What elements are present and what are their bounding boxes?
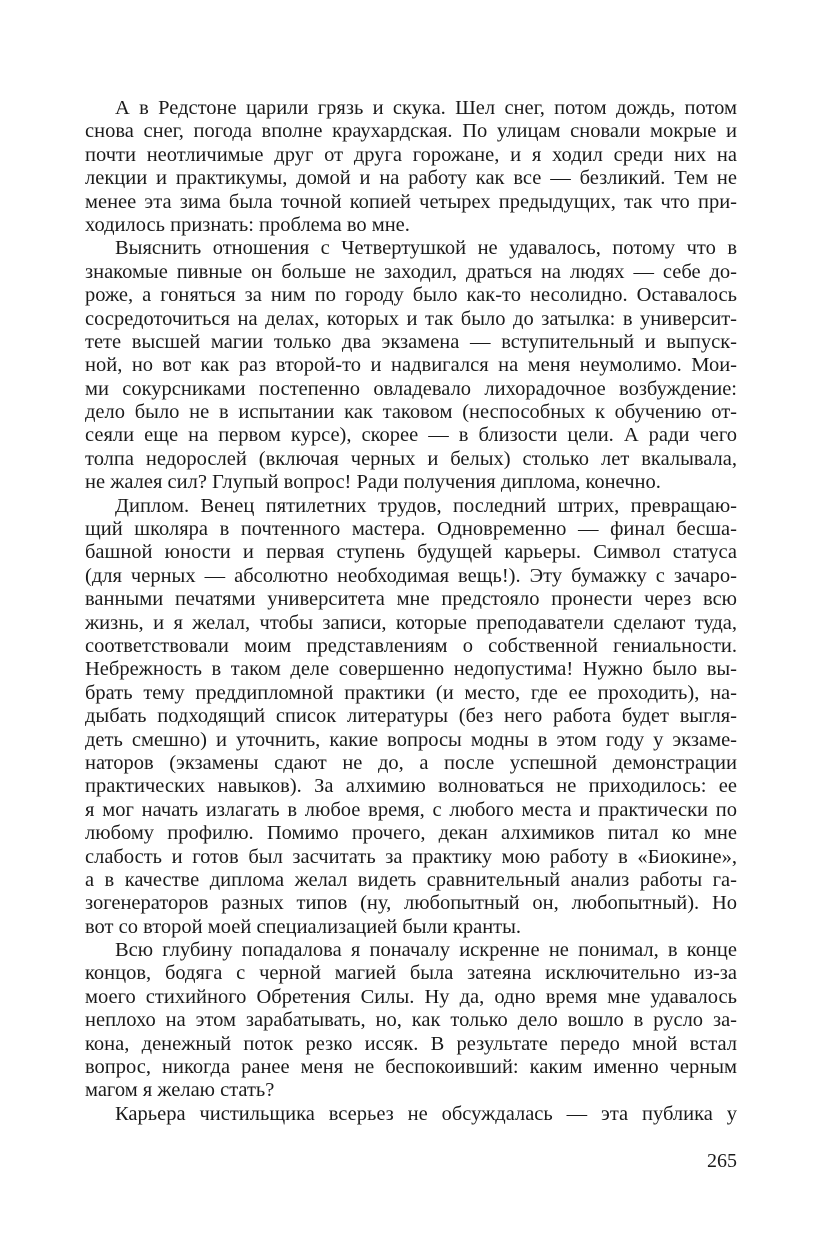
text-line: лекции и практикумы, домой и на работу как все — безликий. Тем не <box>85 167 737 190</box>
page-body <box>85 97 737 1126</box>
text-line: ми сокурсниками постепенно овладевало лихорадочное возбуждение: <box>85 377 737 400</box>
text-line: башной юности и первая ступень будущей карьеры. Символ статуса <box>85 541 737 564</box>
text-line: Выяснить отношения с Четвертушкой не удавалось, потому что в <box>115 237 737 260</box>
text-line: сосредоточиться на делах, которых и так было до затылка: в университ- <box>85 307 737 330</box>
text-line: деть смешно) и уточнить, какие вопросы модны в этом году у экзаме- <box>85 728 737 751</box>
text-line: соответствовали моим представлениям о собственной гениальности. <box>85 634 737 657</box>
text-line: слабость и готов был засчитать за практику мою работу в «Биокине», <box>85 845 737 868</box>
text-line: щий школяра в почтенного мастера. Одновременно — финал бесша- <box>85 518 737 541</box>
text-line: жизнь, и я желал, чтобы записи, которые преподаватели сделают туда, <box>85 611 737 634</box>
text-line: зогенераторов разных типов (ну, любопытный он, любопытный). Но <box>85 892 737 915</box>
text-line: сеяли еще на первом курсе), скорее — в близости цели. А ради чего <box>85 424 737 447</box>
text-line: ходилось признать: проблема во мне. <box>85 213 410 236</box>
text-line: моего стихийного Обретения Силы. Ну да, одно время мне удавалось <box>85 985 737 1008</box>
text-line: роже, а гоняться за ним по городу было как-то несолидно. Оставалось <box>85 284 737 307</box>
text-line: ной, но вот как раз второй-то и надвигался на меня неумолимо. Мои- <box>85 354 737 377</box>
text-line: вопрос, никогда ранее меня не беспокоивший: каким именно черным <box>85 1056 737 1079</box>
page-number: 265 <box>707 1150 737 1172</box>
text-line: почти неотличимые друг от друга горожане, и я ходил среди них на <box>85 143 737 166</box>
text-line: а в качестве диплома желал видеть сравнительный анализ работы га- <box>85 868 737 891</box>
text-line: Карьера чистильщика всерьез не обсуждалась — эта публика у <box>115 1102 737 1125</box>
text-line: менее эта зима была точной копией четырех предыдущих, так что при- <box>85 190 737 213</box>
text-line: любому профилю. Помимо прочего, декан алхимиков питал ко мне <box>85 822 737 845</box>
text-line: магом я желаю стать? <box>85 1079 275 1102</box>
text-line: вот со второй моей специализацией были кранты. <box>85 915 522 938</box>
text-line: толпа недорослей (включая черных и белых) столько лет вкалывала, <box>85 447 737 470</box>
text-line: Диплом. Венец пятилетних трудов, последний штрих, превращаю- <box>115 494 737 517</box>
text-line: тете высшей магии только два экзамена — вступительный и выпуск- <box>85 330 737 353</box>
text-line: брать тему преддипломной практики (и место, где ее проходить), на- <box>85 681 737 704</box>
text-line: неплохо на этом зарабатывать, но, как только дело вошло в русло за- <box>85 1009 737 1032</box>
text-line: не жалея сил? Глупый вопрос! Ради получения диплома, конечно. <box>85 471 661 494</box>
text-line: снова снег, погода вполне краухардская. По улицам сновали мокрые и <box>85 120 737 143</box>
text-line: кона, денежный поток резко иссяк. В результате передо мной встал <box>85 1032 737 1055</box>
text-line: (для черных — абсолютно необходимая вещь!). Эту бумажку с зачаро- <box>85 564 737 587</box>
text-line: я мог начать излагать в любое время, с любого места и практически по <box>85 798 737 821</box>
text-line: наторов (экзамены сдают не до, а после успешной демонстрации <box>85 751 737 774</box>
text-line: практических навыков). За алхимию волноваться не приходилось: ее <box>85 775 737 798</box>
text-line: знакомые пивные он больше не заходил, драться на людях — себе до- <box>85 260 737 283</box>
text-line: Небрежность в таком деле совершенно недопустима! Нужно было вы- <box>85 658 737 681</box>
text-line: концов, бодяга с черной магией была затеяна исключительно из-за <box>85 962 737 985</box>
text-line: дыбать подходящий список литературы (без него работа будет выгля- <box>85 705 737 728</box>
text-line: дело было не в испытании как таковом (неспособных к обучению от- <box>85 401 737 424</box>
text-line: ванными печатями университета мне предстояло пронести через всю <box>85 588 737 611</box>
text-line: Всю глубину попадалова я поначалу искренне не понимал, в конце <box>115 939 737 962</box>
text-line: А в Редстоне царили грязь и скука. Шел снег, потом дождь, потом <box>115 97 737 119</box>
